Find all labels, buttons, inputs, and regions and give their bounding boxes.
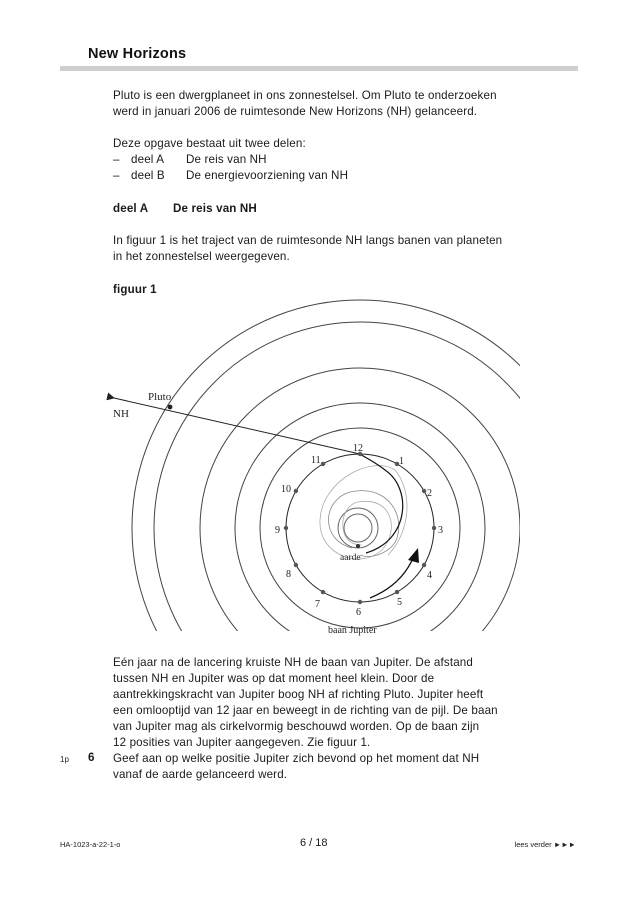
list-dash: –: [113, 169, 120, 182]
nh-trajectory: [360, 454, 403, 553]
jupiter-position-marker: [294, 563, 298, 567]
position-label: 10: [281, 484, 291, 495]
jupiter-position-marker: [432, 526, 436, 530]
body-line: 12 posities van Jupiter aangegeven. Zie figuur 1.: [113, 736, 371, 749]
jupiter-position-marker: [422, 489, 426, 493]
section-heading: [113, 201, 413, 217]
next-page-indicator: lees verder ►►►: [514, 840, 576, 849]
part-id: deel A: [131, 153, 165, 166]
earth-dot: [356, 544, 360, 548]
earth-orbit: [344, 514, 372, 542]
arrowhead-icon: [408, 548, 419, 563]
part-id: deel B: [131, 169, 165, 182]
body-line: aantrekkingskracht van Jupiter boog NH af richting Pluto. Jupiter heeft: [113, 688, 484, 701]
orbit-direction-arrow: [370, 556, 414, 598]
body-line: van Jupiter mag als cirkelvormig beschouwd worden. Op de baan zijn: [113, 720, 480, 733]
position-label: 4: [427, 570, 432, 581]
figure-1-diagram: [100, 295, 520, 640]
pluto-label: Pluto: [148, 391, 172, 403]
position-label: 2: [427, 488, 432, 499]
position-label: 5: [397, 597, 402, 608]
section-id: deel A: [113, 202, 149, 215]
jupiter-position-marker: [284, 526, 288, 530]
question-number: 6: [88, 751, 95, 764]
jupiter-position-marker: [321, 590, 325, 594]
jupiter-position-marker: [358, 600, 362, 604]
jupiter-position-marker: [395, 590, 399, 594]
position-label: 11: [311, 455, 321, 466]
figure-intro-line: In figuur 1 is het traject van de ruimtesonde NH langs banen van planeten: [113, 234, 503, 247]
position-label: 7: [315, 599, 320, 610]
position-label: 9: [275, 525, 280, 536]
orbit-ring: [235, 403, 485, 640]
parts-intro: Deze opgave bestaat uit twee delen:: [113, 137, 306, 150]
question-line: Geef aan op welke positie Jupiter zich bevond op het moment dat NH: [113, 752, 480, 765]
position-label: 8: [286, 569, 291, 580]
intro-line: Pluto is een dwergplaneet in ons zonnestelsel. Om Pluto te onderzoeken: [113, 89, 497, 102]
jupiter-position-marker: [422, 563, 426, 567]
figure-caption: figuur 1: [113, 283, 157, 296]
position-label: 1: [399, 456, 404, 467]
header-divider: [60, 66, 578, 71]
position-label: 3: [438, 525, 443, 536]
part-title: De reis van NH: [186, 153, 267, 166]
section-title: De reis van NH: [173, 202, 257, 215]
jupiter-position-marker: [294, 489, 298, 493]
part-item: [113, 168, 513, 184]
jupiter-position-marker: [321, 462, 325, 466]
outer-orbit: [132, 300, 520, 640]
orbit-label: baan Jupiter: [328, 625, 377, 636]
figure-intro-line: in het zonnestelsel weergegeven.: [113, 250, 290, 263]
page-title: New Horizons: [88, 46, 187, 62]
page-number: 6 / 18: [300, 837, 328, 849]
position-label: 6: [356, 607, 361, 618]
inner-spiral: [329, 491, 399, 557]
pluto-dot: [168, 405, 173, 410]
list-dash: –: [113, 153, 120, 166]
jupiter-orbit: [286, 454, 434, 602]
intro-line: werd in januari 2006 de ruimtesonde New Horizons (NH) gelanceerd.: [113, 105, 478, 118]
orbit-ring: [200, 368, 520, 640]
footer-code: HA-1023-a-22-1-o: [60, 840, 121, 849]
nh-path-arrow: [114, 398, 360, 454]
orbit-ring: [260, 428, 460, 628]
earth-label: aarde: [340, 553, 361, 563]
position-label: 12: [353, 443, 363, 454]
nh-label: NH: [113, 408, 129, 420]
part-item: [113, 152, 513, 168]
body-line: tussen NH en Jupiter was op dat moment heel klein. Door de: [113, 672, 435, 685]
question-points: 1p: [60, 755, 69, 764]
body-line: Eén jaar na de lancering kruiste NH de baan van Jupiter. De afstand: [113, 656, 474, 669]
question-line: vanaf de aarde gelanceerd werd.: [113, 768, 288, 781]
part-title: De energievoorziening van NH: [186, 169, 349, 182]
planet-orbit-spiral: [320, 466, 407, 559]
body-line: een omlooptijd van 12 jaar en beweegt in de richting van de pijl. De baan: [113, 704, 498, 717]
